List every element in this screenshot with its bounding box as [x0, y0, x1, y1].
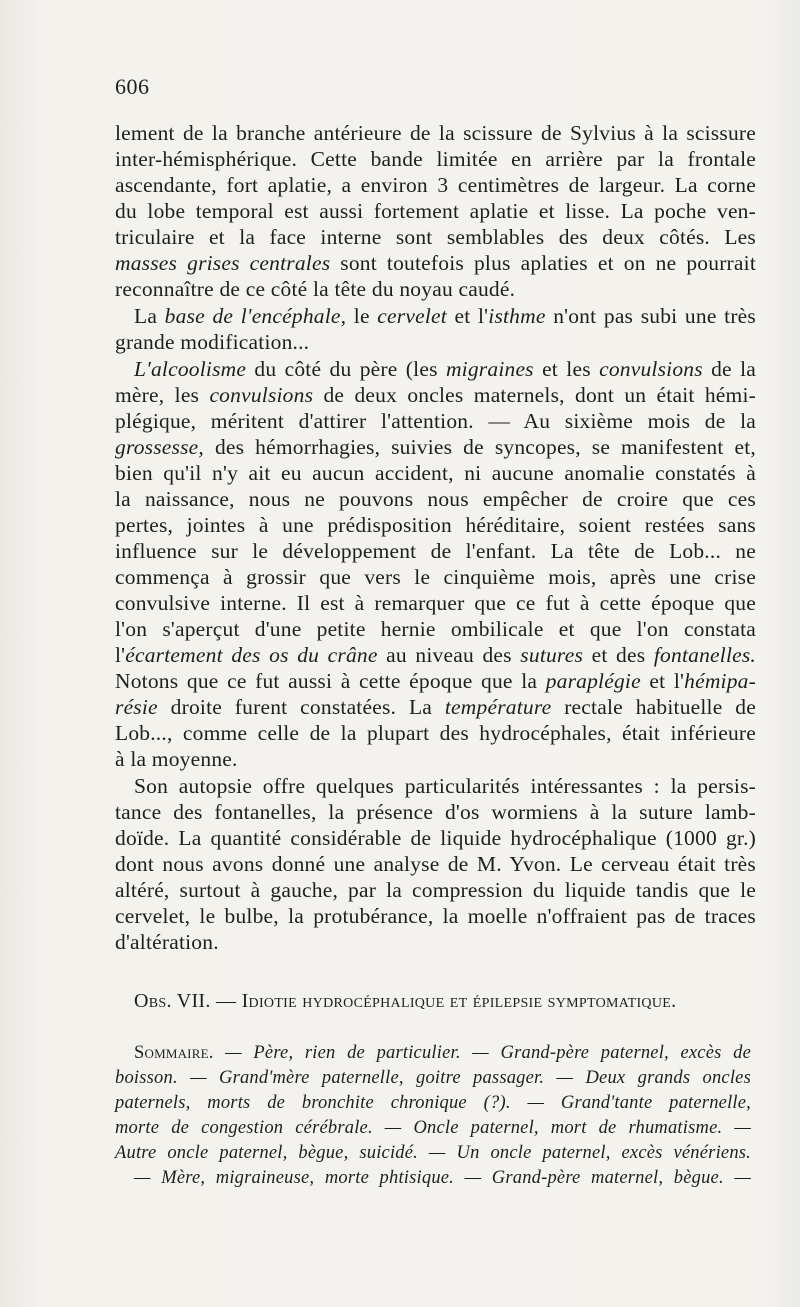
italic-term: isthme [488, 304, 546, 328]
text-line [115, 382, 756, 408]
text-run: et l' [446, 304, 489, 328]
text-line: la naissance, nous ne pouvons nous empêcher de croire que ces [115, 487, 756, 511]
italic-term: cervelet [377, 304, 447, 328]
italic-term: résie [115, 695, 158, 719]
summary-line [115, 1066, 751, 1090]
text-line [134, 303, 756, 329]
text-line: convulsive interne. Il est à remarquer que ce fut à cette époque que [115, 591, 756, 615]
italic-term: convulsions [209, 383, 314, 407]
text-line: doïde. La quantité considérable de liquide hydrocéphalique (1000 gr.) [115, 826, 756, 850]
text-line: Son autopsie offre quelques particularités intéressantes : la persis- [134, 774, 756, 798]
italic-term: écartement des os du crâne [125, 643, 378, 667]
summary-label: Sommaire. [134, 1043, 214, 1063]
text-line: à la moyenne. [115, 747, 238, 771]
text-line: d'altération. [115, 930, 219, 954]
text-line [134, 356, 756, 382]
text-run: et des [583, 643, 654, 667]
text-run: du côté du père (les [246, 357, 446, 381]
text-run: et l' [640, 669, 685, 693]
text-run: au niveau des [377, 643, 521, 667]
text-line: commença à grossir que vers le cinquième mois, après une crise [115, 565, 756, 589]
text-run: le [346, 304, 378, 328]
text-line: du lobe temporal est aussi fortement aplatie et lisse. La poche ven- [115, 199, 756, 223]
summary-text: boisson. — Grand'mère paternelle, goitre passager. — Deux grands oncles [115, 1068, 751, 1088]
text-line: grande modification... [115, 330, 310, 354]
summary-line [115, 1141, 751, 1165]
text-line: reconnaître de ce côté la tête du noyau caudé. [115, 277, 516, 301]
text-line: Lob..., comme celle de la plupart des hydrocéphales, était inférieure [115, 721, 756, 745]
text-run: La [134, 304, 165, 328]
summary-text: Autre oncle paternel, bègue, suicidé. — Un oncle paternel, excès vénériens. [115, 1143, 751, 1163]
summary-line [115, 1091, 751, 1115]
italic-term: sutures [520, 643, 584, 667]
text-run: n'ont pas subi une très [545, 304, 756, 328]
text-run: de la [702, 357, 757, 381]
text-line: pertes, jointes à une prédisposition héréditaire, soient restées sans [115, 513, 756, 537]
summary-line [134, 1041, 751, 1065]
text-run: de deux oncles maternels, dont un était hémi- [313, 383, 756, 407]
observation-number: Obs. VII. [134, 990, 211, 1012]
text-line: bien qu'il n'y ait eu aucun accident, ni aucune anomalie constatés à [115, 461, 756, 485]
heading-dash: — [210, 990, 242, 1012]
italic-term: grossesse, [115, 435, 204, 459]
text-line: altéré, surtout à gauche, par la compression du liquide tandis que le [115, 878, 756, 902]
summary-text: — Père, rien de particulier. — Grand-père paternel, excès de [213, 1043, 751, 1063]
italic-term: fontanelles. [653, 643, 756, 667]
text-run: des hémorrhagies, suivies de syncopes, se manifestent et, [204, 435, 756, 459]
summary-line [134, 1166, 751, 1190]
text-run: et les [533, 357, 600, 381]
text-line: l'on s'aperçut d'une petite hernie ombilicale et que l'on constata [115, 617, 756, 641]
text-line: ascendante, fort aplatie, a environ 3 centimètres de largeur. La corne [115, 173, 756, 197]
page-number: 606 [115, 74, 150, 99]
text-line: triculaire et la face interne sont semblables des deux côtés. Les [115, 225, 756, 249]
italic-term: L'alcoolisme [134, 357, 247, 381]
text-line: inter-hémisphérique. Cette bande limitée en arrière par la frontale [115, 147, 756, 171]
text-line [115, 250, 756, 276]
summary-text: paternels, morts de bronchite chronique (?). — Grand'tante paternelle, [115, 1093, 751, 1113]
text-line: tance des fontanelles, la présence d'os wormiens à la suture lamb- [115, 800, 756, 824]
italic-term: base de l'encéphale, [164, 304, 347, 328]
italic-term: température [444, 695, 552, 719]
italic-term: hémipa- [684, 669, 756, 693]
text-line: dont nous avons donné une analyse de M. Yvon. Le cerveau était très [115, 852, 756, 876]
text-run: mère, les [115, 383, 210, 407]
text-line [115, 668, 756, 694]
summary-text: — Mère, migraineuse, morte phtisique. — Grand-père maternel, bègue. — [134, 1168, 751, 1188]
observation-heading [134, 990, 676, 1013]
text-run: l' [115, 643, 126, 667]
summary-text: morte de congestion cérébrale. — Oncle paternel, mort de rhumatisme. — [115, 1118, 751, 1138]
text-line [115, 642, 756, 668]
text-run: sont toutefois plus aplaties et on ne pourrait [330, 251, 756, 275]
text-line: plégique, méritent d'attirer l'attention. — Au sixième mois de la [115, 409, 756, 433]
text-line [115, 694, 756, 720]
italic-term: masses grises centrales [115, 251, 331, 275]
summary-line [115, 1116, 751, 1140]
text-run: Notons que ce fut aussi à cette époque que la [115, 669, 546, 693]
text-line [115, 434, 756, 460]
text-line: cervelet, le bulbe, la protubérance, la moelle n'offraient pas de traces [115, 904, 756, 928]
text-run: droite furent constatées. La [157, 695, 445, 719]
text-line: lement de la branche antérieure de la scissure de Sylvius à la scissure [115, 121, 756, 145]
italic-term: convulsions [599, 357, 703, 381]
observation-title: Idiotie hydrocéphalique et épilepsie symptomatique. [241, 990, 677, 1012]
text-run: rectale habituelle de [551, 695, 756, 719]
italic-term: migraines [445, 357, 534, 381]
italic-term: paraplégie [545, 669, 641, 693]
text-line: influence sur le développement de l'enfant. La tête de Lob... ne [115, 539, 756, 563]
